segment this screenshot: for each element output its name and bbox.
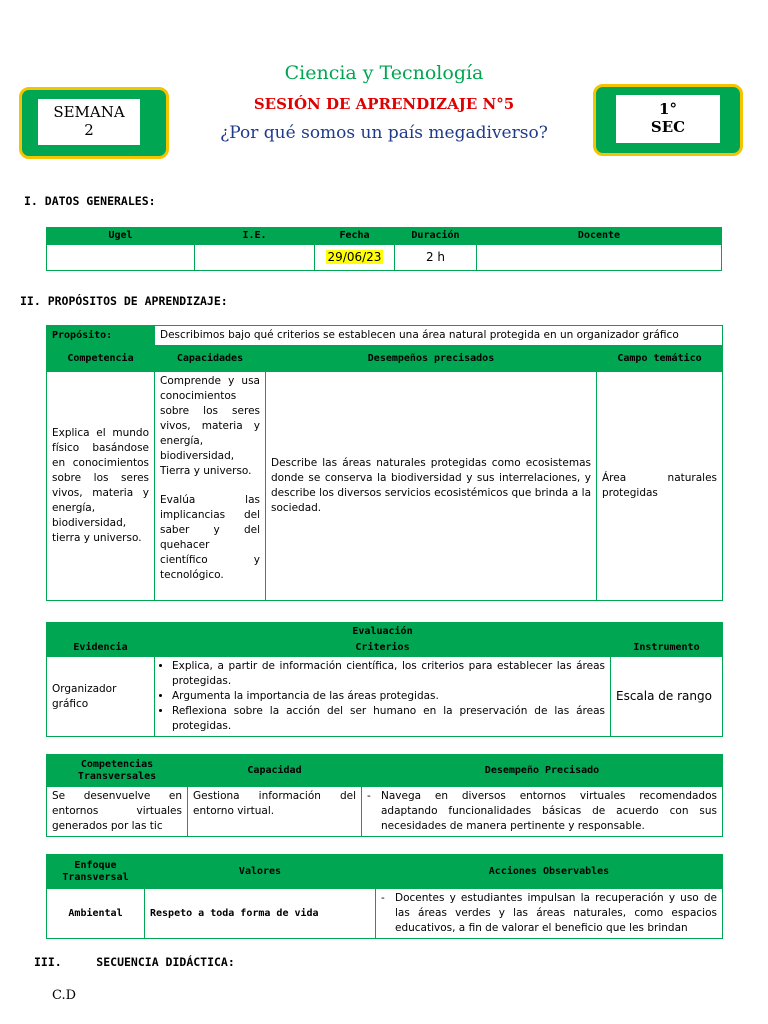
value-ie xyxy=(195,245,315,271)
datos-generales-table xyxy=(46,227,722,271)
subject-title: Ciencia y Tecnología xyxy=(284,62,484,84)
competencia-cell xyxy=(47,372,155,601)
instrumento-cell: Escala de rango xyxy=(611,657,723,737)
campo-cell xyxy=(597,372,723,601)
desempeno-cell xyxy=(266,372,597,601)
propositos-table xyxy=(46,325,723,601)
criterio-item: • Argumenta la importancia de las áreas protegidas. xyxy=(172,689,605,704)
section-heading-secuencia: III. SECUENCIA DIDÁCTICA: xyxy=(34,955,235,969)
transversal-capacidad: Gestiona información del entorno virtual. xyxy=(193,790,356,817)
transversal-desempeno-cell xyxy=(362,787,723,837)
col-instrumento: Instrumento xyxy=(611,623,723,657)
campo-text: Área naturales protegidas xyxy=(602,472,718,499)
enfoque-table xyxy=(46,854,723,939)
desempeno-text: Describe las áreas naturales protegidas como ecosistemas donde se conserva la biodiversidad y sus interrelaciones, y describe los diversos servicios ecosistémicos que brinda a la sociedad. xyxy=(271,457,591,514)
col-desempeno-precisado: Desempeño Precisado xyxy=(362,755,723,787)
week-label: SEMANA 2 xyxy=(38,99,140,145)
session-question: ¿Por qué somos un país megadiverso? xyxy=(220,123,548,143)
col-docente: Docente xyxy=(477,228,722,245)
col-ie: I.E. xyxy=(195,228,315,245)
capacidad-2: Evalúa las implicancias del saber y del quehacer científico y tecnológico. xyxy=(160,494,260,581)
value-ugel xyxy=(47,245,195,271)
footer-text: C.D xyxy=(52,988,77,1003)
col-capacidad: Capacidad xyxy=(188,755,362,787)
col-ugel: Ugel xyxy=(47,228,195,245)
dash-bullet: - xyxy=(381,892,385,904)
col-fecha: Fecha xyxy=(315,228,395,245)
enfoque-cell: Ambiental xyxy=(47,889,145,939)
grade-label: 1° SEC xyxy=(616,95,720,143)
col-criterios xyxy=(155,623,611,657)
col-desempenos: Desempeños precisados xyxy=(266,346,597,372)
criterio-item: • Reflexiona sobre la acción del ser humano en la preservación de las áreas protegidas. xyxy=(172,704,605,734)
transversal-capacidad-cell xyxy=(188,787,362,837)
col-acciones: Acciones Observables xyxy=(376,855,723,889)
col-evidencia: Evidencia xyxy=(47,623,155,657)
col-valores: Valores xyxy=(145,855,376,889)
value-duracion: 2 h xyxy=(395,245,477,271)
capacidades-cell xyxy=(155,372,266,601)
col-duracion: Duración xyxy=(395,228,477,245)
dash-bullet: - xyxy=(367,790,371,802)
transversal-competencia-cell xyxy=(47,787,188,837)
accion-text: Docentes y estudiantes impulsan la recuperación y uso de las áreas verdes y las áreas naturales, como espacios educativos, a fin de valorar el beneficio que les brindan xyxy=(395,892,717,934)
criterios-label: Criterios xyxy=(355,641,410,653)
transversal-competencia: Se desenvuelve en entornos virtuales generados por las tic xyxy=(52,790,182,832)
valor-cell: Respeto a toda forma de vida xyxy=(145,889,376,939)
accion-cell xyxy=(376,889,723,939)
col-competencia: Competencia xyxy=(47,346,155,372)
transversal-desempeno-text: Navega en diversos entornos virtuales recomendados adaptando funcionalidades básicas de acuerdo con sus necesidades de manera pertinente y responsable. xyxy=(381,790,717,832)
proposito-label: Propósito: xyxy=(47,326,155,346)
criterios-list xyxy=(160,659,605,734)
col-capacidades: Capacidades xyxy=(155,346,266,372)
value-docente xyxy=(477,245,722,271)
criterios-cell xyxy=(155,657,611,737)
accion-item xyxy=(381,891,717,936)
capacidad-1: Comprende y usa conocimientos sobre los seres vivos, materia y energía, biodiversidad, Tierra y universo. xyxy=(160,375,260,477)
transversal-desempeno xyxy=(367,789,717,834)
competencia-text: Explica el mundo físico basándose en conocimientos sobre los seres vivos, materia y energía, biodiversidad, tierra y universo. xyxy=(52,427,149,544)
evaluacion-table xyxy=(46,622,723,737)
col-comp-transversales: Competencias Transversales xyxy=(47,755,188,787)
date-highlight: 29/06/23 xyxy=(327,250,382,264)
col-enfoque: Enfoque Transversal xyxy=(47,855,145,889)
session-title: SESIÓN DE APRENDIZAJE N°5 xyxy=(253,95,515,113)
evaluacion-title: Evaluación xyxy=(352,625,413,637)
col-campo: Campo temático xyxy=(597,346,723,372)
evidencia-cell: Organizador gráfico xyxy=(47,657,155,737)
criterio-item: • Explica, a partir de información científica, los criterios para establecer las áreas protegidas. xyxy=(172,659,605,689)
transversales-table xyxy=(46,754,723,837)
value-fecha xyxy=(315,245,395,271)
section-heading-datos: I. DATOS GENERALES: xyxy=(24,194,156,208)
proposito-text: Describimos bajo qué criterios se establecen una área natural protegida en un organizador gráfico xyxy=(155,326,723,346)
section-heading-propositos: II. PROPÓSITOS DE APRENDIZAJE: xyxy=(20,294,228,308)
